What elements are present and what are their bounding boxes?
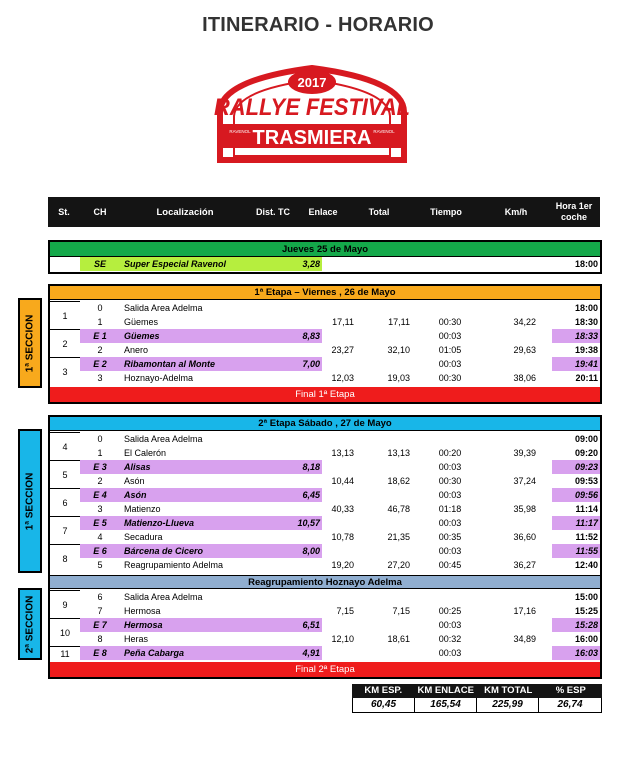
section-1-etapa-1: [18, 298, 42, 388]
row-enlace: [300, 618, 354, 632]
row-kmh: 37,24: [513, 476, 536, 486]
row-tiempo: 00:03: [438, 518, 462, 528]
row-total: [354, 590, 410, 604]
row-enlace: [300, 544, 354, 558]
header-enlace: Enlace: [308, 206, 338, 217]
stage-number: 7: [50, 516, 80, 544]
row-hora: 09:23: [574, 462, 598, 472]
row-ch: 1: [97, 317, 103, 327]
row-kmh: [490, 544, 536, 558]
section-label: 1ª SECCION: [24, 314, 36, 372]
table-row: [50, 516, 600, 530]
row-ch: E 3: [93, 462, 107, 472]
row-ch: 0: [97, 434, 103, 444]
table-row: [50, 446, 600, 460]
row-ch: E 4: [93, 490, 107, 500]
row-ch: E 2: [93, 359, 107, 369]
row-hora: 19:41: [574, 359, 598, 369]
row-dist: 6,51: [302, 620, 320, 630]
table-row: [50, 488, 600, 502]
row-total: [354, 544, 410, 558]
row-kmh: 36,27: [513, 560, 536, 570]
row-kmh: 35,98: [513, 504, 536, 514]
row-dist: 8,83: [302, 331, 320, 341]
row-enlace: [300, 646, 354, 660]
row-tiempo: 01:05: [438, 345, 462, 355]
row-dist: 3,28: [302, 259, 320, 269]
row-kmh: [490, 488, 536, 502]
row-enlace: [300, 301, 354, 315]
row-ch: 4: [97, 532, 103, 542]
row-tiempo: 00:30: [438, 317, 462, 327]
totals-header: KM TOTAL: [484, 685, 533, 696]
row-kmh: [490, 432, 536, 446]
row-ch: E 7: [93, 620, 107, 630]
stage-number: 9: [50, 590, 80, 618]
row-loc: Super Especial Ravenol: [124, 259, 227, 269]
row-tiempo: 00:30: [438, 373, 462, 383]
row-hora: 20:11: [575, 373, 598, 383]
row-ch: E 6: [93, 546, 107, 556]
row-enlace: 13,13: [331, 448, 354, 458]
logo-line3: CANTABRIA · ESPAÑA: [275, 157, 349, 164]
row-ch: 6: [97, 592, 103, 602]
totals-table: [352, 684, 602, 713]
table-header: [48, 197, 600, 227]
row-enlace: [300, 590, 354, 604]
header-total: Total: [368, 206, 390, 217]
row-total: [354, 357, 410, 371]
stage-number: 3: [50, 357, 80, 385]
row-hora: 18:33: [574, 331, 598, 341]
header-st: St.: [58, 206, 70, 217]
row-loc: Matienzo: [124, 504, 161, 514]
jueves-band: Jueves 25 de Mayo: [50, 242, 600, 257]
table-row: [50, 474, 600, 488]
row-tiempo: 00:03: [438, 462, 462, 472]
row-hora: 11:17: [575, 518, 598, 528]
row-loc: Hoznayo-Adelma: [124, 373, 194, 383]
row-kmh: [490, 329, 536, 343]
page-title: ITINERARIO - HORARIO: [202, 14, 434, 36]
row-total: 32,10: [387, 345, 410, 355]
row-ch: 3: [97, 504, 103, 514]
row-tiempo: 00:03: [438, 490, 462, 500]
header-kmh: Km/h: [504, 206, 528, 217]
row-hora: 15:25: [574, 606, 598, 616]
row-ch: E 5: [93, 518, 107, 528]
header-tiempo: Tiempo: [430, 206, 462, 217]
row-enlace: 12,10: [331, 634, 354, 644]
totals-value: 165,54: [415, 698, 477, 712]
row-ch: E 8: [93, 648, 107, 658]
section-1-etapa-2: [18, 429, 42, 573]
row-kmh: [490, 646, 536, 660]
row-total: 7,15: [392, 606, 410, 616]
logo-tag-left: RAVENOL: [229, 129, 251, 134]
row-enlace: 10,78: [331, 532, 354, 542]
row-hora: 09:53: [574, 476, 598, 486]
row-tiempo: 00:03: [438, 620, 462, 630]
logo-year: 2017: [297, 75, 327, 90]
row-kmh: [490, 357, 536, 371]
row-ch: 1: [97, 448, 103, 458]
stage-number: 5: [50, 460, 80, 488]
row-ch: SE: [93, 259, 106, 269]
header-ch: CH: [93, 206, 107, 217]
row-loc: Alisas: [124, 462, 151, 472]
table-row: [50, 590, 600, 604]
row-ch: 2: [97, 476, 103, 486]
table-row: [50, 315, 600, 329]
row-total: 18,62: [387, 476, 410, 486]
row-tiempo: 00:03: [438, 546, 462, 556]
row-hora: 18:00: [574, 303, 598, 313]
row-total: [354, 301, 410, 315]
totals-value: 26,74: [557, 699, 583, 710]
row-kmh: 36,60: [513, 532, 536, 542]
totals-header: KM ENLACE: [417, 685, 474, 696]
row-kmh: [490, 618, 536, 632]
table-row: [50, 502, 600, 516]
row-loc: Güemes: [124, 331, 160, 341]
table-row: [50, 460, 600, 474]
etapa-2-final: Final 2ª Etapa: [50, 662, 600, 677]
header-loc: Localización: [156, 206, 214, 218]
row-total: [354, 329, 410, 343]
etapa-2-band: 2ª Etapa Sábado , 27 de Mayo: [50, 417, 600, 431]
row-loc: Reagrupamiento Adelma: [124, 560, 224, 570]
row-total: [354, 516, 410, 530]
row-hora: 12:40: [574, 560, 598, 570]
logo-line2: TRASMIERA: [252, 127, 372, 149]
row-kmh: 34,22: [513, 317, 536, 327]
row-enlace: 17,11: [332, 317, 354, 327]
totals-header: % ESP: [555, 685, 586, 696]
row-hora: 15:28: [574, 620, 598, 630]
table-row: [50, 618, 600, 632]
row-loc: Güemes: [124, 317, 159, 327]
logo-tag-right: RAVENOL: [373, 129, 395, 134]
table-row: [50, 604, 600, 618]
row-hora: 11:14: [575, 504, 598, 514]
table-row: [50, 632, 600, 646]
row-total: [354, 460, 410, 474]
row-enlace: [300, 460, 354, 474]
rallye-logo: [200, 60, 424, 172]
row-dist: 4,91: [302, 648, 320, 658]
stage-number: 1: [50, 301, 80, 329]
section-label: 2ª SECCION: [24, 595, 36, 653]
row-loc: Secadura: [124, 532, 163, 542]
row-hora: 16:00: [574, 634, 598, 644]
row-tiempo: [420, 590, 480, 604]
row-loc: Salida Area Adelma: [124, 592, 203, 602]
row-enlace: [300, 516, 354, 530]
totals-header: KM ESP.: [364, 685, 403, 696]
table-row: [50, 432, 600, 446]
row-tiempo: 00:35: [438, 532, 462, 542]
row-loc: Ribamontan al Monte: [124, 359, 216, 369]
row-tiempo: 00:03: [438, 359, 462, 369]
table-row: [50, 544, 600, 558]
row-dist: 6,45: [302, 490, 320, 500]
stage-number: 11: [50, 646, 80, 660]
row-total: [354, 488, 410, 502]
row-hora: 09:00: [574, 434, 598, 444]
table-row: [50, 558, 600, 572]
row-hora: 15:00: [574, 592, 598, 602]
row-tiempo: 01:18: [438, 504, 462, 514]
row-enlace: 40,33: [331, 504, 354, 514]
row-kmh: [490, 590, 536, 604]
totals-value: 60,45: [353, 698, 415, 712]
row-tiempo: 00:32: [438, 634, 462, 644]
row-ch: E 1: [93, 331, 107, 341]
etapa-1-final: Final 1ª Etapa: [50, 387, 600, 402]
row-loc: El Calerón: [124, 448, 167, 458]
row-ch: 5: [97, 560, 103, 570]
header-dist: Dist. TC: [255, 206, 290, 217]
row-loc: Salida Area Adelma: [124, 434, 203, 444]
row-total: [354, 646, 410, 660]
row-hora: 18:30: [574, 317, 598, 327]
row-loc: Salida Area Adelma: [124, 303, 203, 313]
row-total: 19,03: [387, 373, 410, 383]
header-hora: Hora 1er coche: [555, 201, 593, 222]
row-loc: Peña Cabarga: [124, 648, 185, 658]
row-enlace: [300, 432, 354, 446]
stage-number: 2: [50, 329, 80, 357]
section-2-etapa-2: [18, 588, 42, 660]
table-row: [50, 646, 600, 660]
row-loc: Asón: [124, 476, 145, 486]
row-kmh: [490, 516, 536, 530]
row-enlace: 12,03: [331, 373, 354, 383]
row-hora: 16:03: [574, 648, 598, 658]
totals-value: 225,99: [477, 698, 539, 712]
etapa-1-band: 1ª Etapa – Viernes , 26 de Mayo: [50, 286, 600, 300]
row-hora: 19:38: [574, 345, 598, 355]
row-kmh: 29,63: [513, 345, 536, 355]
row-total: 46,78: [387, 504, 410, 514]
regroup-band: Reagrupamiento Hoznayo Adelma: [50, 575, 600, 589]
table-row: [50, 301, 600, 315]
row-hora: 09:56: [574, 490, 598, 500]
row-enlace: 7,15: [336, 606, 354, 616]
row-ch: 3: [97, 373, 103, 383]
row-total: 17,11: [388, 317, 410, 327]
row-loc: Anero: [124, 345, 149, 355]
row-tiempo: 00:03: [438, 331, 462, 341]
row-ch: 2: [97, 345, 103, 355]
row-tiempo: [420, 301, 480, 315]
row-loc: Heras: [124, 634, 149, 644]
row-enlace: [300, 357, 354, 371]
row-total: 27,20: [387, 560, 410, 570]
row-total: 18,61: [387, 634, 410, 644]
row-enlace: 23,27: [331, 345, 354, 355]
row-enlace: [300, 329, 354, 343]
table-row: [50, 530, 600, 544]
row-tiempo: 00:03: [438, 648, 462, 658]
jueves-block: [48, 240, 602, 274]
row-enlace: 10,44: [331, 476, 354, 486]
row-tiempo: 00:25: [438, 606, 462, 616]
stage-number: 8: [50, 544, 80, 572]
logo-line1: RALLYE FESTIVAL: [214, 94, 410, 121]
row-kmh: 17,16: [513, 606, 536, 616]
etapa-1-block: [48, 284, 602, 404]
row-tiempo: 00:20: [438, 448, 462, 458]
row-dist: 10,57: [297, 518, 320, 528]
row-kmh: [490, 460, 536, 474]
row-ch: 0: [97, 303, 103, 313]
table-row: [50, 343, 600, 357]
row-ch: 7: [97, 606, 103, 616]
stage-number: 6: [50, 488, 80, 516]
row-loc: Hermosa: [124, 620, 163, 630]
row-total: [354, 432, 410, 446]
row-dist: 8,18: [302, 462, 320, 472]
row-hora: 09:20: [574, 448, 598, 458]
row-ch: 8: [97, 634, 103, 644]
row-loc: Hermosa: [124, 606, 161, 616]
row-loc: Asón: [124, 490, 147, 500]
row-enlace: 19,20: [331, 560, 354, 570]
section-label: 1ª SECCION: [24, 472, 36, 530]
row-kmh: 38,06: [513, 373, 536, 383]
etapa-2-block: [48, 415, 602, 679]
row-kmh: 39,39: [513, 448, 536, 458]
stage-number: 10: [50, 618, 80, 646]
row-tiempo: 00:30: [438, 476, 462, 486]
table-row: [50, 257, 600, 271]
stage-number: 4: [50, 432, 80, 460]
row-dist: 8,00: [302, 546, 320, 556]
row-kmh: 34,89: [513, 634, 536, 644]
row-hora: 11:55: [575, 546, 598, 556]
row-kmh: [490, 301, 536, 315]
row-hora: 11:52: [575, 532, 598, 542]
row-total: 21,35: [387, 532, 410, 542]
row-total: [354, 618, 410, 632]
row-loc: Bárcena de Cicero: [124, 546, 204, 556]
row-enlace: [300, 488, 354, 502]
row-dist: 7,00: [302, 359, 320, 369]
table-row: [50, 357, 600, 371]
row-tiempo: 00:45: [438, 560, 462, 570]
row-total: 13,13: [387, 448, 410, 458]
table-row: [50, 329, 600, 343]
row-hora: 18:00: [574, 259, 598, 269]
row-loc: Matienzo-Llueva: [124, 518, 195, 528]
table-row: [50, 371, 600, 385]
row-tiempo: [420, 432, 480, 446]
